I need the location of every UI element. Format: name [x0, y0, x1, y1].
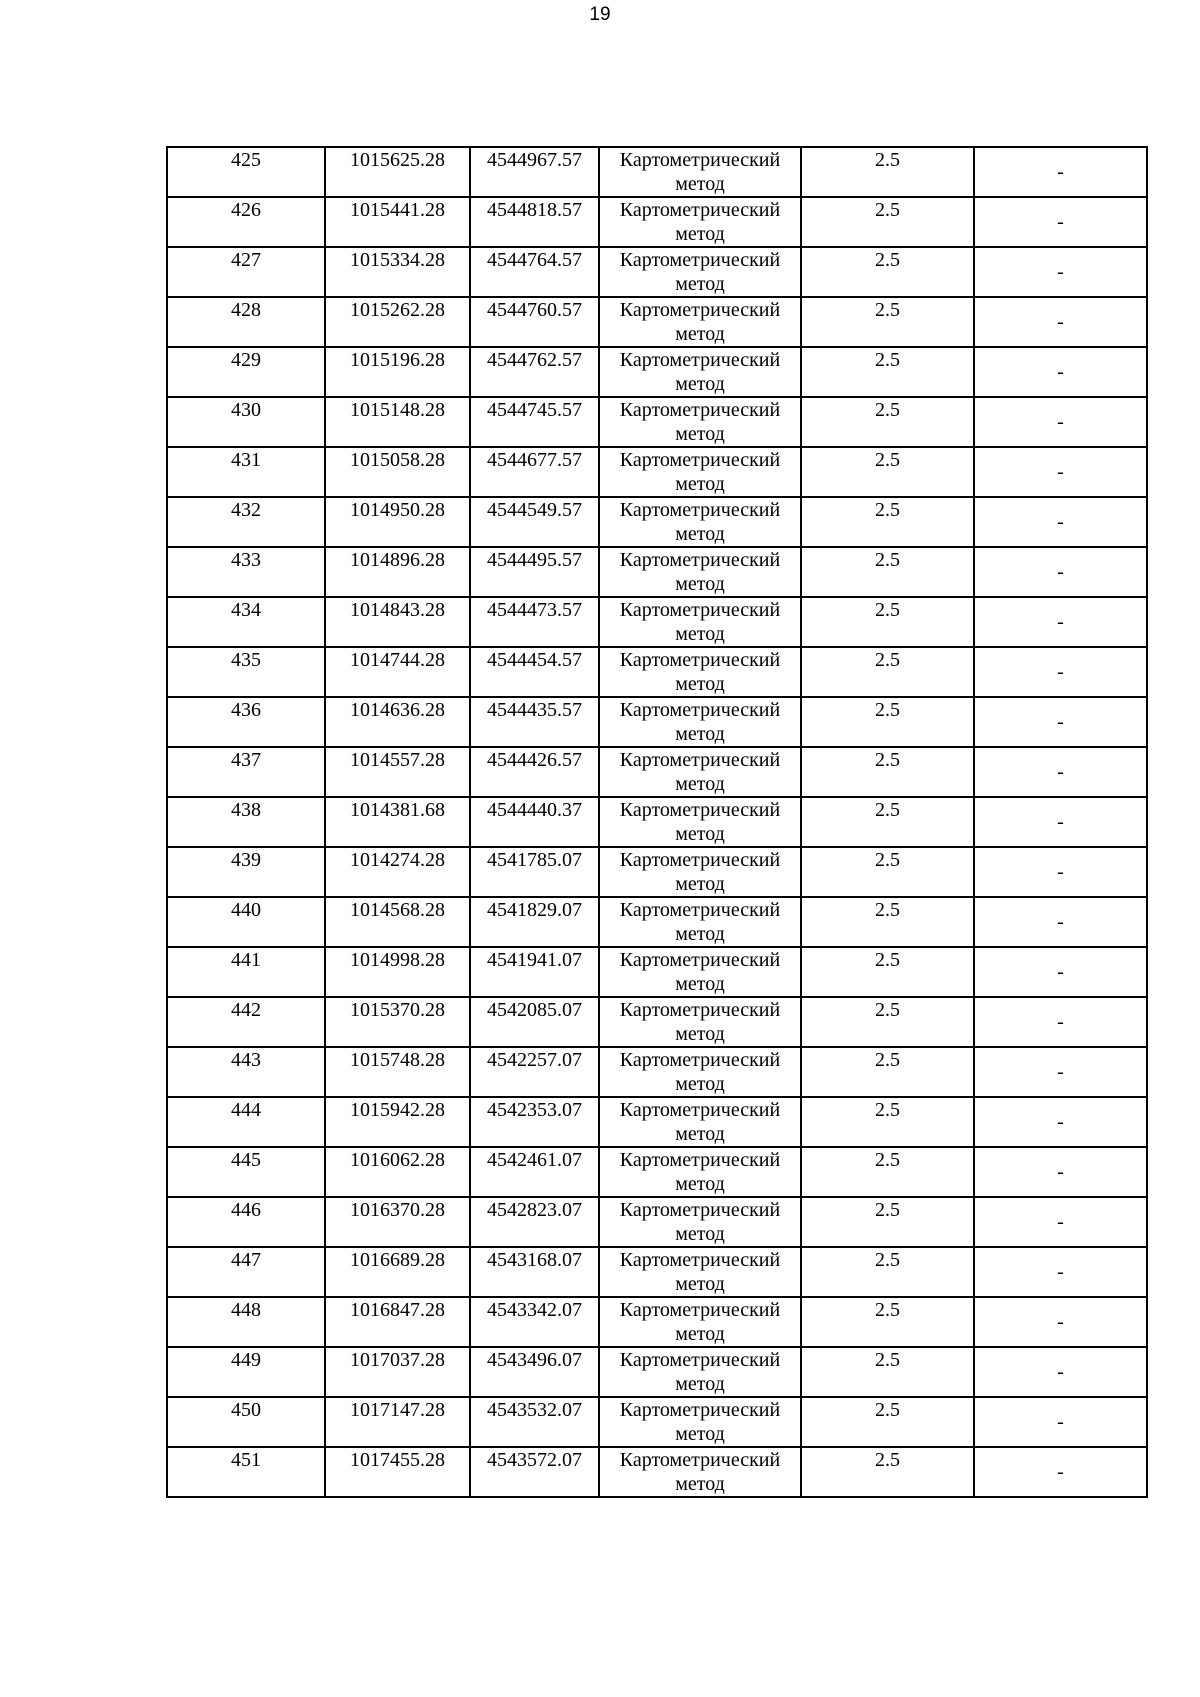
method-cell: [599, 547, 801, 597]
note-cell: -: [974, 697, 1147, 747]
method-cell: [599, 447, 801, 497]
table-row: [167, 197, 1147, 247]
x-coordinate-cell: 1016062.28: [325, 1147, 470, 1197]
point-number-cell: 433: [167, 547, 325, 597]
accuracy-cell: 2.5: [801, 297, 974, 347]
note-cell: -: [974, 1247, 1147, 1297]
x-coordinate-cell: 1014557.28: [325, 747, 470, 797]
method-line-1: Картометрический: [619, 399, 781, 421]
method-cell: [599, 1247, 801, 1297]
y-coordinate-cell: 4544473.57: [470, 597, 599, 647]
method-cell: [599, 847, 801, 897]
y-coordinate-cell: 4543168.07: [470, 1247, 599, 1297]
y-coordinate-cell: 4544762.57: [470, 347, 599, 397]
accuracy-cell: 2.5: [801, 397, 974, 447]
point-number-cell: 440: [167, 897, 325, 947]
method-cell: [599, 1097, 801, 1147]
method-line-1: Картометрический: [619, 1299, 781, 1321]
y-coordinate-cell: 4542085.07: [470, 997, 599, 1047]
table-row: [167, 997, 1147, 1047]
y-coordinate-cell: 4544677.57: [470, 447, 599, 497]
table-row: [167, 647, 1147, 697]
table-row: [167, 847, 1147, 897]
method-cell: [599, 147, 801, 197]
note-cell: -: [974, 247, 1147, 297]
method-line-2: метод: [675, 973, 725, 995]
point-number-cell: 447: [167, 1247, 325, 1297]
method-line-1: Картометрический: [619, 1149, 781, 1171]
method-line-2: метод: [675, 773, 725, 795]
table-row: [167, 1147, 1147, 1197]
page-number: 19: [589, 4, 611, 25]
x-coordinate-cell: 1014950.28: [325, 497, 470, 547]
table-row: [167, 897, 1147, 947]
table-row: [167, 797, 1147, 847]
note-cell: -: [974, 1047, 1147, 1097]
x-coordinate-cell: 1015262.28: [325, 297, 470, 347]
accuracy-cell: 2.5: [801, 1147, 974, 1197]
method-cell: [599, 1297, 801, 1347]
point-number-cell: 428: [167, 297, 325, 347]
point-number-cell: 445: [167, 1147, 325, 1197]
table-row: [167, 697, 1147, 747]
table-row: [167, 1347, 1147, 1397]
table-row: [167, 1047, 1147, 1097]
method-line-1: Картометрический: [619, 549, 781, 571]
method-cell: [599, 1397, 801, 1447]
method-line-2: метод: [675, 923, 725, 945]
y-coordinate-cell: 4543572.07: [470, 1447, 599, 1497]
method-line-2: метод: [675, 1373, 725, 1395]
table-row: [167, 1197, 1147, 1247]
table-row: [167, 497, 1147, 547]
accuracy-cell: 2.5: [801, 147, 974, 197]
method-line-1: Картометрический: [619, 1349, 781, 1371]
method-line-2: метод: [675, 373, 725, 395]
accuracy-cell: 2.5: [801, 747, 974, 797]
note-cell: -: [974, 997, 1147, 1047]
accuracy-cell: 2.5: [801, 1197, 974, 1247]
table-row: [167, 1297, 1147, 1347]
method-cell: [599, 797, 801, 847]
method-line-1: Картометрический: [619, 349, 781, 371]
table-row: [167, 747, 1147, 797]
point-number-cell: 451: [167, 1447, 325, 1497]
x-coordinate-cell: 1016847.28: [325, 1297, 470, 1347]
method-line-2: метод: [675, 1023, 725, 1045]
y-coordinate-cell: 4544760.57: [470, 297, 599, 347]
point-number-cell: 426: [167, 197, 325, 247]
method-line-2: метод: [675, 173, 725, 195]
method-line-2: метод: [675, 1273, 725, 1295]
method-line-2: метод: [675, 1223, 725, 1245]
x-coordinate-cell: 1015441.28: [325, 197, 470, 247]
accuracy-cell: 2.5: [801, 797, 974, 847]
x-coordinate-cell: 1015058.28: [325, 447, 470, 497]
note-cell: -: [974, 1297, 1147, 1347]
point-number-cell: 438: [167, 797, 325, 847]
accuracy-cell: 2.5: [801, 1397, 974, 1447]
y-coordinate-cell: 4542353.07: [470, 1097, 599, 1147]
x-coordinate-cell: 1016689.28: [325, 1247, 470, 1297]
method-line-2: метод: [675, 1123, 725, 1145]
y-coordinate-cell: 4543496.07: [470, 1347, 599, 1397]
x-coordinate-cell: 1017455.28: [325, 1447, 470, 1497]
note-cell: -: [974, 547, 1147, 597]
method-cell: [599, 297, 801, 347]
method-line-2: метод: [675, 323, 725, 345]
method-cell: [599, 747, 801, 797]
table-row: [167, 547, 1147, 597]
method-line-1: Картометрический: [619, 849, 781, 871]
note-cell: -: [974, 147, 1147, 197]
method-line-2: метод: [675, 523, 725, 545]
method-cell: [599, 197, 801, 247]
y-coordinate-cell: 4541785.07: [470, 847, 599, 897]
method-line-1: Картометрический: [619, 499, 781, 521]
accuracy-cell: 2.5: [801, 847, 974, 897]
point-number-cell: 443: [167, 1047, 325, 1097]
y-coordinate-cell: 4544967.57: [470, 147, 599, 197]
y-coordinate-cell: 4544440.37: [470, 797, 599, 847]
method-line-1: Картометрический: [619, 799, 781, 821]
method-cell: [599, 947, 801, 997]
method-line-1: Картометрический: [619, 749, 781, 771]
x-coordinate-cell: 1014998.28: [325, 947, 470, 997]
point-number-cell: 434: [167, 597, 325, 647]
method-line-2: метод: [675, 1173, 725, 1195]
x-coordinate-cell: 1015625.28: [325, 147, 470, 197]
method-line-1: Картометрический: [619, 649, 781, 671]
x-coordinate-cell: 1017037.28: [325, 1347, 470, 1397]
table-row: [167, 1447, 1147, 1497]
y-coordinate-cell: 4542461.07: [470, 1147, 599, 1197]
accuracy-cell: 2.5: [801, 997, 974, 1047]
x-coordinate-cell: 1015370.28: [325, 997, 470, 1047]
note-cell: -: [974, 1397, 1147, 1447]
x-coordinate-cell: 1014636.28: [325, 697, 470, 747]
x-coordinate-cell: 1015942.28: [325, 1097, 470, 1147]
method-line-1: Картометрический: [619, 699, 781, 721]
table-row: [167, 1097, 1147, 1147]
accuracy-cell: 2.5: [801, 447, 974, 497]
x-coordinate-cell: 1014843.28: [325, 597, 470, 647]
y-coordinate-cell: 4544764.57: [470, 247, 599, 297]
method-cell: [599, 1447, 801, 1497]
point-number-cell: 441: [167, 947, 325, 997]
note-cell: -: [974, 1147, 1147, 1197]
method-cell: [599, 597, 801, 647]
point-number-cell: 429: [167, 347, 325, 397]
point-number-cell: 425: [167, 147, 325, 197]
point-number-cell: 432: [167, 497, 325, 547]
table-row: [167, 247, 1147, 297]
method-cell: [599, 897, 801, 947]
point-number-cell: 446: [167, 1197, 325, 1247]
y-coordinate-cell: 4544549.57: [470, 497, 599, 547]
method-line-2: метод: [675, 873, 725, 895]
method-cell: [599, 247, 801, 297]
method-cell: [599, 997, 801, 1047]
method-line-2: метод: [675, 473, 725, 495]
accuracy-cell: 2.5: [801, 1247, 974, 1297]
y-coordinate-cell: 4544426.57: [470, 747, 599, 797]
y-coordinate-cell: 4542257.07: [470, 1047, 599, 1097]
method-line-2: метод: [675, 273, 725, 295]
note-cell: -: [974, 947, 1147, 997]
method-cell: [599, 1047, 801, 1097]
x-coordinate-cell: 1014381.68: [325, 797, 470, 847]
accuracy-cell: 2.5: [801, 547, 974, 597]
coordinates-table-body: [167, 147, 1147, 1497]
method-cell: [599, 347, 801, 397]
method-line-1: Картометрический: [619, 1449, 781, 1471]
accuracy-cell: 2.5: [801, 197, 974, 247]
accuracy-cell: 2.5: [801, 497, 974, 547]
y-coordinate-cell: 4541941.07: [470, 947, 599, 997]
method-line-1: Картометрический: [619, 249, 781, 271]
table-row: [167, 597, 1147, 647]
table-row: [167, 347, 1147, 397]
table-row: [167, 397, 1147, 447]
x-coordinate-cell: 1016370.28: [325, 1197, 470, 1247]
method-line-2: метод: [675, 823, 725, 845]
x-coordinate-cell: 1015196.28: [325, 347, 470, 397]
coordinates-table: [166, 146, 1148, 1498]
method-line-1: Картометрический: [619, 1199, 781, 1221]
point-number-cell: 450: [167, 1397, 325, 1447]
note-cell: -: [974, 447, 1147, 497]
note-cell: -: [974, 647, 1147, 697]
x-coordinate-cell: 1014568.28: [325, 897, 470, 947]
method-line-1: Картометрический: [619, 299, 781, 321]
method-line-1: Картометрический: [619, 949, 781, 971]
y-coordinate-cell: 4543532.07: [470, 1397, 599, 1447]
note-cell: -: [974, 1347, 1147, 1397]
method-cell: [599, 1147, 801, 1197]
method-cell: [599, 697, 801, 747]
method-line-1: Картометрический: [619, 599, 781, 621]
accuracy-cell: 2.5: [801, 947, 974, 997]
method-line-1: Картометрический: [619, 149, 781, 171]
method-line-1: Картометрический: [619, 199, 781, 221]
point-number-cell: 442: [167, 997, 325, 1047]
point-number-cell: 436: [167, 697, 325, 747]
note-cell: -: [974, 497, 1147, 547]
method-line-1: Картометрический: [619, 999, 781, 1021]
accuracy-cell: 2.5: [801, 647, 974, 697]
method-cell: [599, 397, 801, 447]
method-line-1: Картометрический: [619, 1049, 781, 1071]
method-line-2: метод: [675, 623, 725, 645]
x-coordinate-cell: 1015334.28: [325, 247, 470, 297]
method-line-1: Картометрический: [619, 1099, 781, 1121]
note-cell: -: [974, 597, 1147, 647]
method-line-1: Картометрический: [619, 1399, 781, 1421]
accuracy-cell: 2.5: [801, 247, 974, 297]
method-cell: [599, 1347, 801, 1397]
method-line-2: метод: [675, 1323, 725, 1345]
point-number-cell: 431: [167, 447, 325, 497]
method-cell: [599, 497, 801, 547]
method-cell: [599, 647, 801, 697]
note-cell: -: [974, 347, 1147, 397]
accuracy-cell: 2.5: [801, 1447, 974, 1497]
method-line-2: метод: [675, 723, 725, 745]
note-cell: -: [974, 1447, 1147, 1497]
table-row: [167, 447, 1147, 497]
y-coordinate-cell: 4544435.57: [470, 697, 599, 747]
y-coordinate-cell: 4541829.07: [470, 897, 599, 947]
method-line-2: метод: [675, 423, 725, 445]
accuracy-cell: 2.5: [801, 1297, 974, 1347]
accuracy-cell: 2.5: [801, 897, 974, 947]
x-coordinate-cell: 1017147.28: [325, 1397, 470, 1447]
note-cell: -: [974, 1197, 1147, 1247]
x-coordinate-cell: 1014274.28: [325, 847, 470, 897]
method-line-2: метод: [675, 223, 725, 245]
point-number-cell: 437: [167, 747, 325, 797]
point-number-cell: 435: [167, 647, 325, 697]
accuracy-cell: 2.5: [801, 597, 974, 647]
x-coordinate-cell: 1015748.28: [325, 1047, 470, 1097]
point-number-cell: 439: [167, 847, 325, 897]
table-row: [167, 1247, 1147, 1297]
accuracy-cell: 2.5: [801, 1047, 974, 1097]
method-cell: [599, 1197, 801, 1247]
accuracy-cell: 2.5: [801, 347, 974, 397]
note-cell: -: [974, 847, 1147, 897]
point-number-cell: 427: [167, 247, 325, 297]
accuracy-cell: 2.5: [801, 697, 974, 747]
x-coordinate-cell: 1014744.28: [325, 647, 470, 697]
note-cell: -: [974, 1097, 1147, 1147]
accuracy-cell: 2.5: [801, 1097, 974, 1147]
note-cell: -: [974, 747, 1147, 797]
method-line-2: метод: [675, 573, 725, 595]
note-cell: -: [974, 397, 1147, 447]
note-cell: -: [974, 797, 1147, 847]
note-cell: -: [974, 197, 1147, 247]
accuracy-cell: 2.5: [801, 1347, 974, 1397]
table-row: [167, 947, 1147, 997]
point-number-cell: 449: [167, 1347, 325, 1397]
method-line-1: Картометрический: [619, 1249, 781, 1271]
method-line-1: Картометрический: [619, 449, 781, 471]
method-line-2: метод: [675, 1423, 725, 1445]
note-cell: -: [974, 897, 1147, 947]
x-coordinate-cell: 1015148.28: [325, 397, 470, 447]
table-row: [167, 147, 1147, 197]
y-coordinate-cell: 4544818.57: [470, 197, 599, 247]
y-coordinate-cell: 4543342.07: [470, 1297, 599, 1347]
note-cell: -: [974, 297, 1147, 347]
point-number-cell: 430: [167, 397, 325, 447]
y-coordinate-cell: 4544454.57: [470, 647, 599, 697]
method-line-2: метод: [675, 673, 725, 695]
y-coordinate-cell: 4544745.57: [470, 397, 599, 447]
method-line-1: Картометрический: [619, 899, 781, 921]
table-row: [167, 297, 1147, 347]
x-coordinate-cell: 1014896.28: [325, 547, 470, 597]
y-coordinate-cell: 4544495.57: [470, 547, 599, 597]
y-coordinate-cell: 4542823.07: [470, 1197, 599, 1247]
table-row: [167, 1397, 1147, 1447]
point-number-cell: 444: [167, 1097, 325, 1147]
method-line-2: метод: [675, 1073, 725, 1095]
point-number-cell: 448: [167, 1297, 325, 1347]
method-line-2: метод: [675, 1473, 725, 1495]
